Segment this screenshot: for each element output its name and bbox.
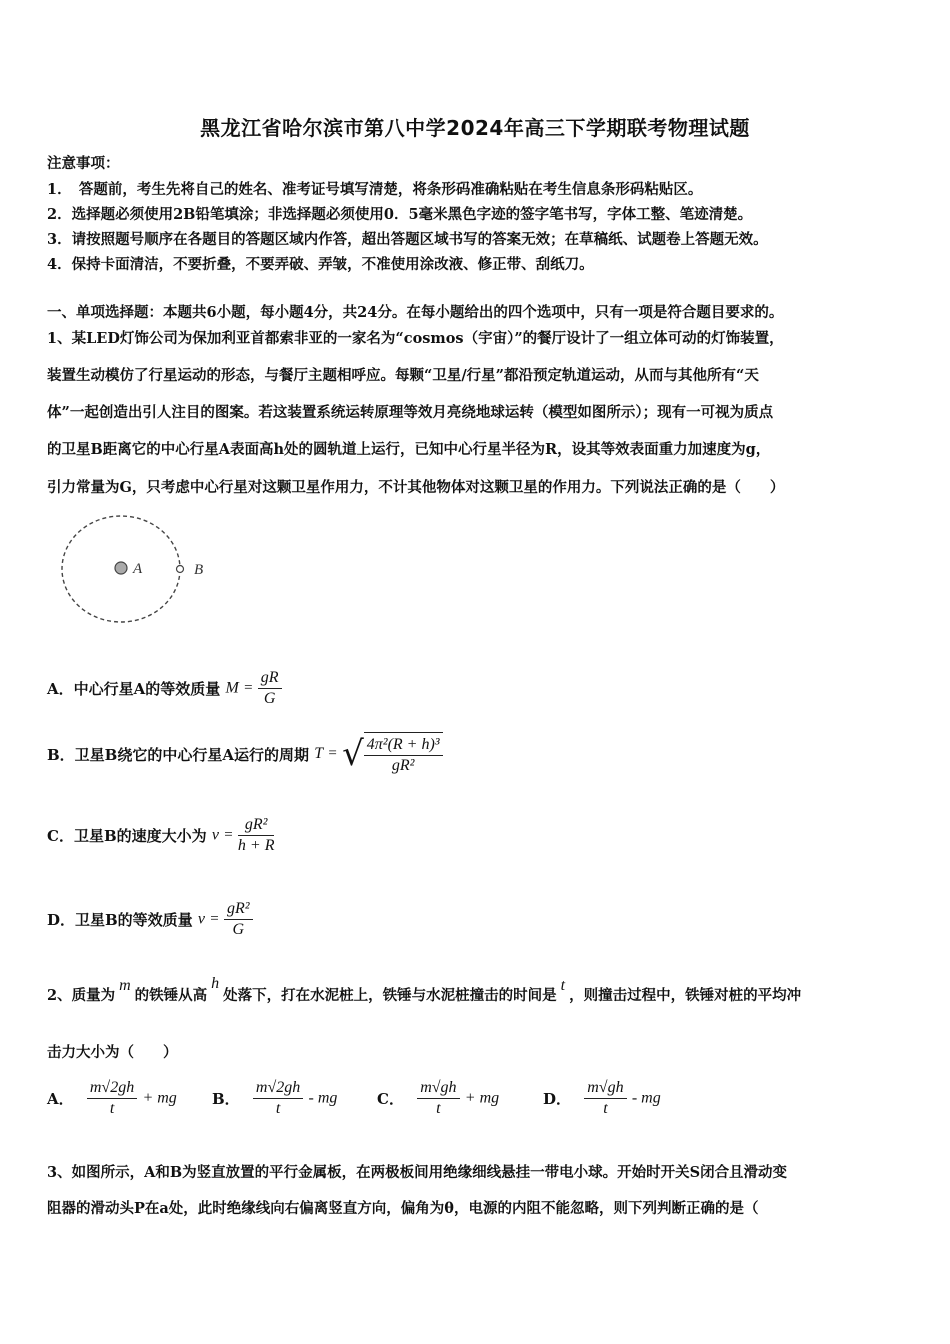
q1-option-c[interactable] — [47, 815, 274, 856]
satellite-b — [177, 566, 184, 573]
fraction-denominator: G — [263, 690, 276, 707]
option-label: A． — [47, 1090, 74, 1108]
q2-option-d[interactable] — [543, 1078, 661, 1119]
section-heading: 一、单项选择题：本题共6小题，每小题4分，共24分。在每小题给出的四个选项中，只有一项是符合题目要求的。 — [47, 304, 784, 321]
q2-part: 2、质量为 — [47, 987, 116, 1004]
option-tail: - mg — [631, 1089, 661, 1107]
option-c-text: C．卫星B的速度大小为 — [47, 827, 207, 845]
q2-option-b[interactable] — [212, 1078, 337, 1119]
page-title: 黑龙江省哈尔滨市第八中学2024年高三下学期联考物理试题 — [200, 116, 750, 140]
q2-option-a-fraction — [87, 1078, 137, 1119]
fraction-denominator: gR² — [391, 757, 415, 774]
equals-sign: = — [224, 827, 233, 843]
fraction-denominator: t — [603, 1100, 608, 1117]
q2-part: 的铁锤从高 — [134, 987, 208, 1004]
option-tail: + mg — [142, 1089, 177, 1107]
q1-text-line: 体”一起创造出引人注目的图案。若这装置系统运转原理等效月亮绕地球运转（模型如图所示）；现有一可视为质点 — [47, 404, 774, 421]
planet-a-label: A — [133, 561, 143, 577]
option-d-lhs: v — [197, 910, 206, 928]
fraction-denominator: t — [109, 1100, 115, 1117]
fraction-denominator: G — [232, 921, 245, 938]
notice-item: 4．保持卡面清洁，不要折叠，不要弄破、弄皱，不准使用涂改液、修正带、刮纸刀。 — [47, 256, 594, 273]
option-b-fraction — [364, 732, 443, 776]
option-d-text: D．卫星B的等效质量 — [47, 911, 193, 929]
planet-a — [115, 562, 127, 574]
notice-heading: 注意事项： — [47, 155, 120, 172]
satellite-b-label: B — [194, 562, 204, 578]
option-label: D． — [543, 1090, 572, 1108]
option-b-text: B．卫星B绕它的中心行星A运行的周期 — [47, 745, 309, 764]
fraction-numerator: m√2gh — [87, 1078, 137, 1099]
q1-option-d[interactable] — [47, 899, 253, 940]
notice-item: 3．请按照题号顺序在各题目的答题区域内作答，超出答题区域书写的答案无效；在草稿纸、试题卷上答题无效。 — [47, 231, 768, 248]
fraction-numerator: m√gh — [584, 1078, 626, 1099]
q2-part: 处落下，打在水泥桩上，铁锤与水泥桩撞击的时间是 — [223, 987, 557, 1004]
fraction-denominator: h + R — [237, 837, 275, 854]
equals-sign: = — [210, 911, 219, 927]
q2-text-line: 击力大小为（ ） — [47, 1044, 178, 1061]
q1-text-line: 1、某LED灯饰公司为保加利亚首都索非亚的一家名为“cosmos（宇宙）”的餐厅设计了一组立体可动的灯饰装置， — [47, 330, 784, 347]
fraction-denominator: t — [275, 1100, 281, 1117]
fraction-denominator: t — [436, 1100, 441, 1117]
fraction-numerator: gR² — [224, 899, 253, 920]
q2-option-c-fraction — [417, 1078, 459, 1119]
q2-option-d-fraction — [584, 1078, 626, 1119]
equals-sign: = — [244, 680, 253, 696]
notice-item: 1． 答题前，考生先将自己的姓名、准考证号填写清楚，将条形码准确粘贴在考生信息条形码粘贴区。 — [47, 181, 703, 198]
option-a-text: A．中心行星A的等效质量 — [47, 680, 221, 698]
q1-option-a[interactable] — [47, 668, 282, 709]
fraction-numerator: 4π²(R + h)³ — [364, 735, 443, 756]
q2-var-m: m — [119, 977, 131, 994]
q1-text-line: 装置生动模仿了行星运动的形态，与餐厅主题相呼应。每颗“卫星/行星”都沿预定轨道运动，从而与其他所有“天 — [47, 367, 759, 384]
option-b-lhs: T — [314, 745, 324, 762]
sqrt-sign-icon: √ — [342, 734, 364, 774]
q1-text-line: 的卫星B距离它的中心行星A表面高h处的圆轨道上运行，已知中心行星半径为R，设其等效表面重力加速度为g， — [47, 441, 771, 458]
option-c-lhs: v — [211, 826, 219, 844]
option-label: B． — [212, 1090, 240, 1108]
q2-option-a[interactable] — [47, 1078, 177, 1119]
q1-option-b[interactable] — [47, 732, 443, 776]
q1-text-line: 引力常量为G，只考虑中心行星对这颗卫星作用力，不计其他物体对这颗卫星的作用力。下列说法正确的是（ ） — [47, 479, 785, 496]
option-label: C． — [377, 1090, 404, 1108]
option-tail: - mg — [308, 1089, 338, 1107]
q3-text-line: 3、如图所示，A和B为竖直放置的平行金属板，在两极板间用绝缘细线悬挂一带电小球。开始时开关S闭合且滑动变 — [47, 1164, 788, 1181]
orbit-figure — [55, 510, 225, 630]
q2-option-c[interactable] — [377, 1078, 499, 1119]
option-tail: + mg — [464, 1089, 500, 1107]
option-a-fraction — [258, 668, 282, 709]
option-d-fraction — [224, 899, 253, 940]
q2-option-b-fraction — [253, 1078, 303, 1119]
q2-var-h: h — [211, 975, 220, 992]
q3-text-line: 阻器的滑动头P在a处，此时绝缘线向右偏离竖直方向，偏角为θ，电源的内阻不能忽略，则下列判断正确的是（ — [47, 1200, 759, 1217]
fraction-numerator: gR² — [238, 815, 275, 836]
option-c-fraction — [238, 815, 275, 856]
q2-part: ，则撞击过程中，铁锤对桩的平均冲 — [569, 987, 802, 1004]
fraction-numerator: m√gh — [417, 1078, 459, 1099]
q2-text-line — [47, 975, 802, 1005]
fraction-numerator: gR — [258, 668, 282, 689]
notice-item: 2．选择题必须使用2B铅笔填涂；非选择题必须使用0．5毫米黑色字迹的签字笔书写，字体工整、笔迹清楚。 — [47, 206, 753, 223]
equals-sign: = — [328, 745, 337, 762]
option-a-lhs: M — [225, 679, 239, 697]
fraction-numerator: m√2gh — [253, 1078, 303, 1099]
q2-var-t: t — [560, 977, 566, 994]
